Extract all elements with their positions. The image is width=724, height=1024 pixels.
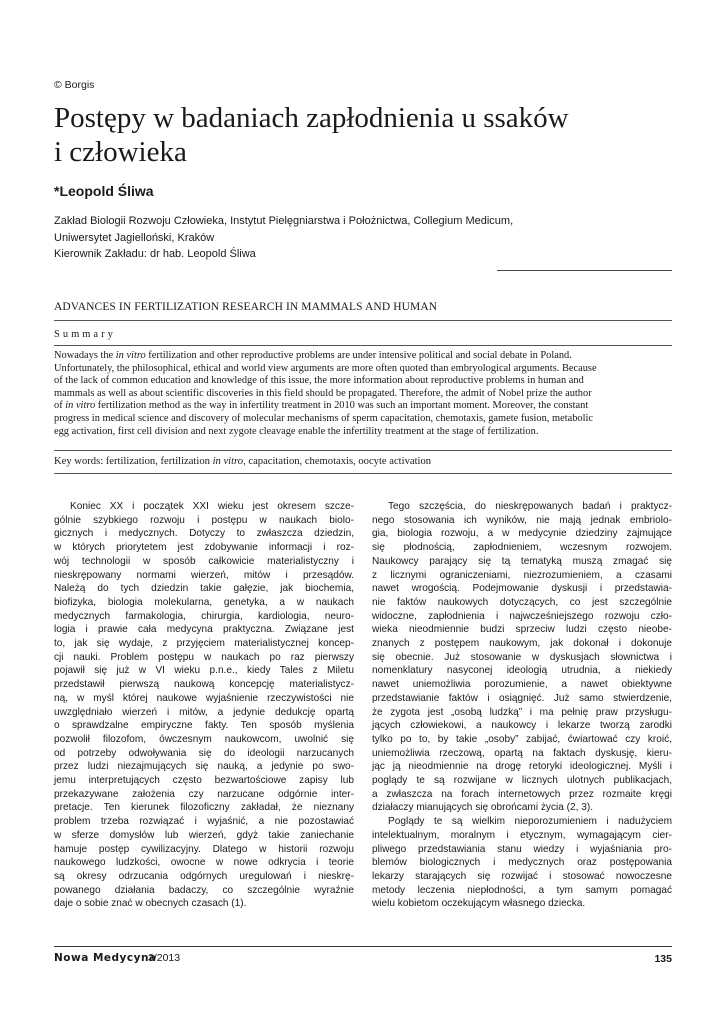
footer-divider [54,946,672,947]
body-line: w sferze domysłów lub wierzeń, gdyż takie zaniechanie [54,829,354,841]
body-line: intelektualnym, moralnym i etycznym, wymagającym cier- [372,829,672,841]
body-line: metody leczenia niepłodności, a tym samym pomagać [372,884,672,896]
affiliation-line: Zakład Biologii Rozwoju Człowieka, Instytut Pielęgniarstwa i Położnictwa, Collegium Medicum, [54,215,514,227]
body-line: wój technologii w sposób całkowicie materialistyczny i [54,555,354,567]
abstract [54,350,672,438]
body-line: problem trzeba rozwiązać i wyjaśnić, a nie pozostawiać [54,816,354,828]
body-line: widoczne, zapłodnienia i najwcześniejszego rozwoju czło- [372,610,672,622]
body-line: jąc ją nieodmiennie na drogę retoryki ideologicznej. Myśli i [372,761,672,773]
body-line: działaczy mianujących się obrońcami życia (2, 3). [372,802,594,814]
body-line: gia, biologia rozwoju, a w medycynie dziedziny zajmujące [372,528,672,540]
affiliation-line: Uniwersytet Jagielloński, Kraków [54,231,215,244]
body-line: jących człowiekowi, a naukowcy i lekarze tworzą zarodki [372,720,672,732]
author-name: *Leopold Śliwa [54,183,154,199]
affiliation [54,213,594,263]
body-line: hamuje postęp cywilizacyjny. Dlatego w historii rozwoju [54,843,354,855]
body-line: pojawił się już w VI wieku p.n.e., kiedy Tales z Miletu [54,665,354,677]
body-line: nawet uniemożliwia porozumienie, a nawet obiektywne [372,679,672,691]
body-line: tylko po to, by takie „osoby” zabijać, ćwiartować czy kroić, [372,733,672,745]
body-line: pretacje. Ten kierunek filozoficzny zakładał, że nieznany [54,802,354,814]
body-line: Należą do tych dziedzin takie gałęzie, jak biochemia, [54,583,354,595]
body-line: Koniec XX i początek XXI wieku jest okresem szcze- [70,501,354,512]
body-line: się obecnie. Już stosowanie w dyskusjach słownictwa i [372,651,672,663]
journal-issue: 3/2013 [148,952,181,964]
body-line: przedstawił pierwszą naukową koncepcję materialistycz- [54,679,354,691]
body-line: ną, w myśl której naukowe wyjaśnienie rzeczywistości nie [54,692,354,704]
body-line: lekarzy starających się rozwijać i stosować nowoczesne [372,870,672,882]
abstract-line: of in vitro fertilization method as the way in infertility treatment in 2010 was such an important moment. Moreover, the constant [54,400,589,412]
body-line: pozwolił filozofom, ówczesnym naukowcom, uwolnić się [54,733,354,745]
body-line: naukowego ludzkości, owocne w nowe odkrycia i teorie [54,857,354,869]
body-line: wieka nieodmiennie budzi sprzeciw ludzi często nieobe- [372,624,672,636]
body-line: to, jak się wydaje, z przyjęciem materialistycznej koncep- [54,638,354,650]
body-line: biofizyka, biologia molekularna, genetyka, a w naukach [54,596,354,608]
body-line: są okresy odrzucania odgórnych uregulowań i nieskrę- [54,870,354,882]
body-line: Tego szczęścia, do nieskrępowanych badań i praktycz- [388,501,672,512]
divider [54,450,672,451]
page-number: 135 [654,953,672,965]
body-line: od potrzeby odwoływania się do ideologii narzucanych [54,747,354,759]
title-line: i człowieka [54,136,187,168]
abstract-line: progress in medical science and discovery of molecular mechanisms of sperm capacitation, chemotaxis, gamete fusion, metabolic [54,412,593,424]
body-line: wielu kobietom oczekującym własnego dziecka. [372,898,586,910]
body-line: poglądy te są rozwijane w licznych ulotnych publikacjach, [372,775,672,787]
body-line: a zwłaszcza na forach internetowych przez rozmaite kręgi [372,788,672,800]
body-line: z licznymi ograniczeniami, niezrozumieniem, a czasami [372,569,672,581]
body-line: medycznych farmakologia, chirurgia, kardiologia, neuro- [54,610,354,622]
body-column-left [54,500,354,911]
body-line: znanych z postępem naukowym, jak dokonał i dokonuje [372,638,672,650]
article-title [54,101,654,169]
body-line: logia i prawie cała medycyna praktyczna. Związane jest [54,624,354,636]
body-line: gólnie szybkiego rozwoju i postępu w naukach biolo- [54,514,354,526]
abstract-line: Nowadays the in vitro fertilization and other reproductive problems are under intensive political and social debate in Poland. [54,350,572,361]
body-line: przez ludzi niezajmujących się nauką, a jedynie po swo- [54,761,354,773]
body-line: pliwego przedstawiania stanu wiedzy i wyjaśniania pro- [372,843,672,855]
body-line: daje o sobie znać w obecnych czasach (1). [54,898,247,910]
keywords: Key words: fertilization, fertilization in vitro, capacitation, chemotaxis, oocyte activation [54,456,432,467]
body-line: nego stosowania ich wyników, nie mają jednak embriolo- [372,514,672,526]
body-line: przekazywane założenia czy narzucane odgórnie inter- [54,788,354,800]
divider [54,320,672,321]
body-line: nie faktów naukowych dotyczących, co jest szczególnie [372,596,672,608]
body-line: w których priorytetem jest zdobywanie informacji i roz- [54,542,354,554]
abstract-line: of the lack of common education and knowledge of this issue, the more information about reproductive problems in human and [54,375,584,387]
body-line: Poglądy te są wielkim nieporozumieniem i nadużyciem [388,816,672,828]
body-line: uwzględniało wierzeń i mitów, a jedynie dedukcję opartą [54,706,354,718]
body-line: o sprawdzalne empiryczne fakty. Ten sposób myślenia [54,720,354,732]
affiliation-line: Kierownik Zakładu: dr hab. Leopold Śliwa [54,248,256,260]
abstract-line: Unfortunately, the philosophical, ethical and world view arguments are more often quoted than embryological arguments. Because [54,362,597,374]
body-line: jemu interpretujących często bezwartościowe zapisy lub [54,775,354,787]
body-line: uniemożliwia rzeczową, opartą na faktach dyskusję, kieru- [372,747,672,759]
summary-heading: Summary [54,329,116,340]
body-line: powanego działania badaczy, co szczególnie wyraźnie [54,884,354,896]
title-line: Postępy w badaniach zapłodnienia u ssaków [54,102,569,134]
body-line: nieskrępowany normami wierzeń, mitów i przesądów. [54,569,354,581]
body-line: gicznych i medycznych. Dotyczy to zwłaszcza dziedzin, [54,528,354,540]
divider [54,345,672,346]
body-line: blemów biologicznych i medycznych oraz postępowania [372,857,672,869]
body-line: cji nauki. Problem postępu w naukach po raz pierwszy [54,651,354,663]
divider [54,473,672,474]
body-line: że zygota jest „osobą ludzką” i ma pełnię praw przysługu- [372,706,672,718]
body-line: przedstawianie faktów i osiągnięć. Już samo stwierdzenie, [372,692,672,704]
journal-name: Nowa Medycyna [54,952,157,964]
abstract-line: mammals as well as about scientific discoveries in this field should be propagated. Therefore, the admit of Nobel prize the author [54,387,592,399]
body-line: nomenklatury nasyconej ideologią utrudnia, a niekiedy [372,665,672,677]
body-line: nawet wrogością. Podejmowanie dyskusji i przedstawia- [372,583,672,595]
abstract-line: egg activation, first cell division and next zygote cleavage enable the infertility treatment at the stage of fertilization. [54,425,539,437]
body-line: się płodnością, zapłodnieniem, wczesnym rozwojem. [372,542,672,554]
body-column-right [372,500,672,911]
copyright-notice: © Borgis [54,79,95,91]
english-title: ADVANCES IN FERTILIZATION RESEARCH IN MAMMALS AND HUMAN [54,301,438,313]
body-line: Naukowcy parający się tą tematyką muszą zmagać się [372,555,672,567]
affiliation-divider [497,270,672,271]
